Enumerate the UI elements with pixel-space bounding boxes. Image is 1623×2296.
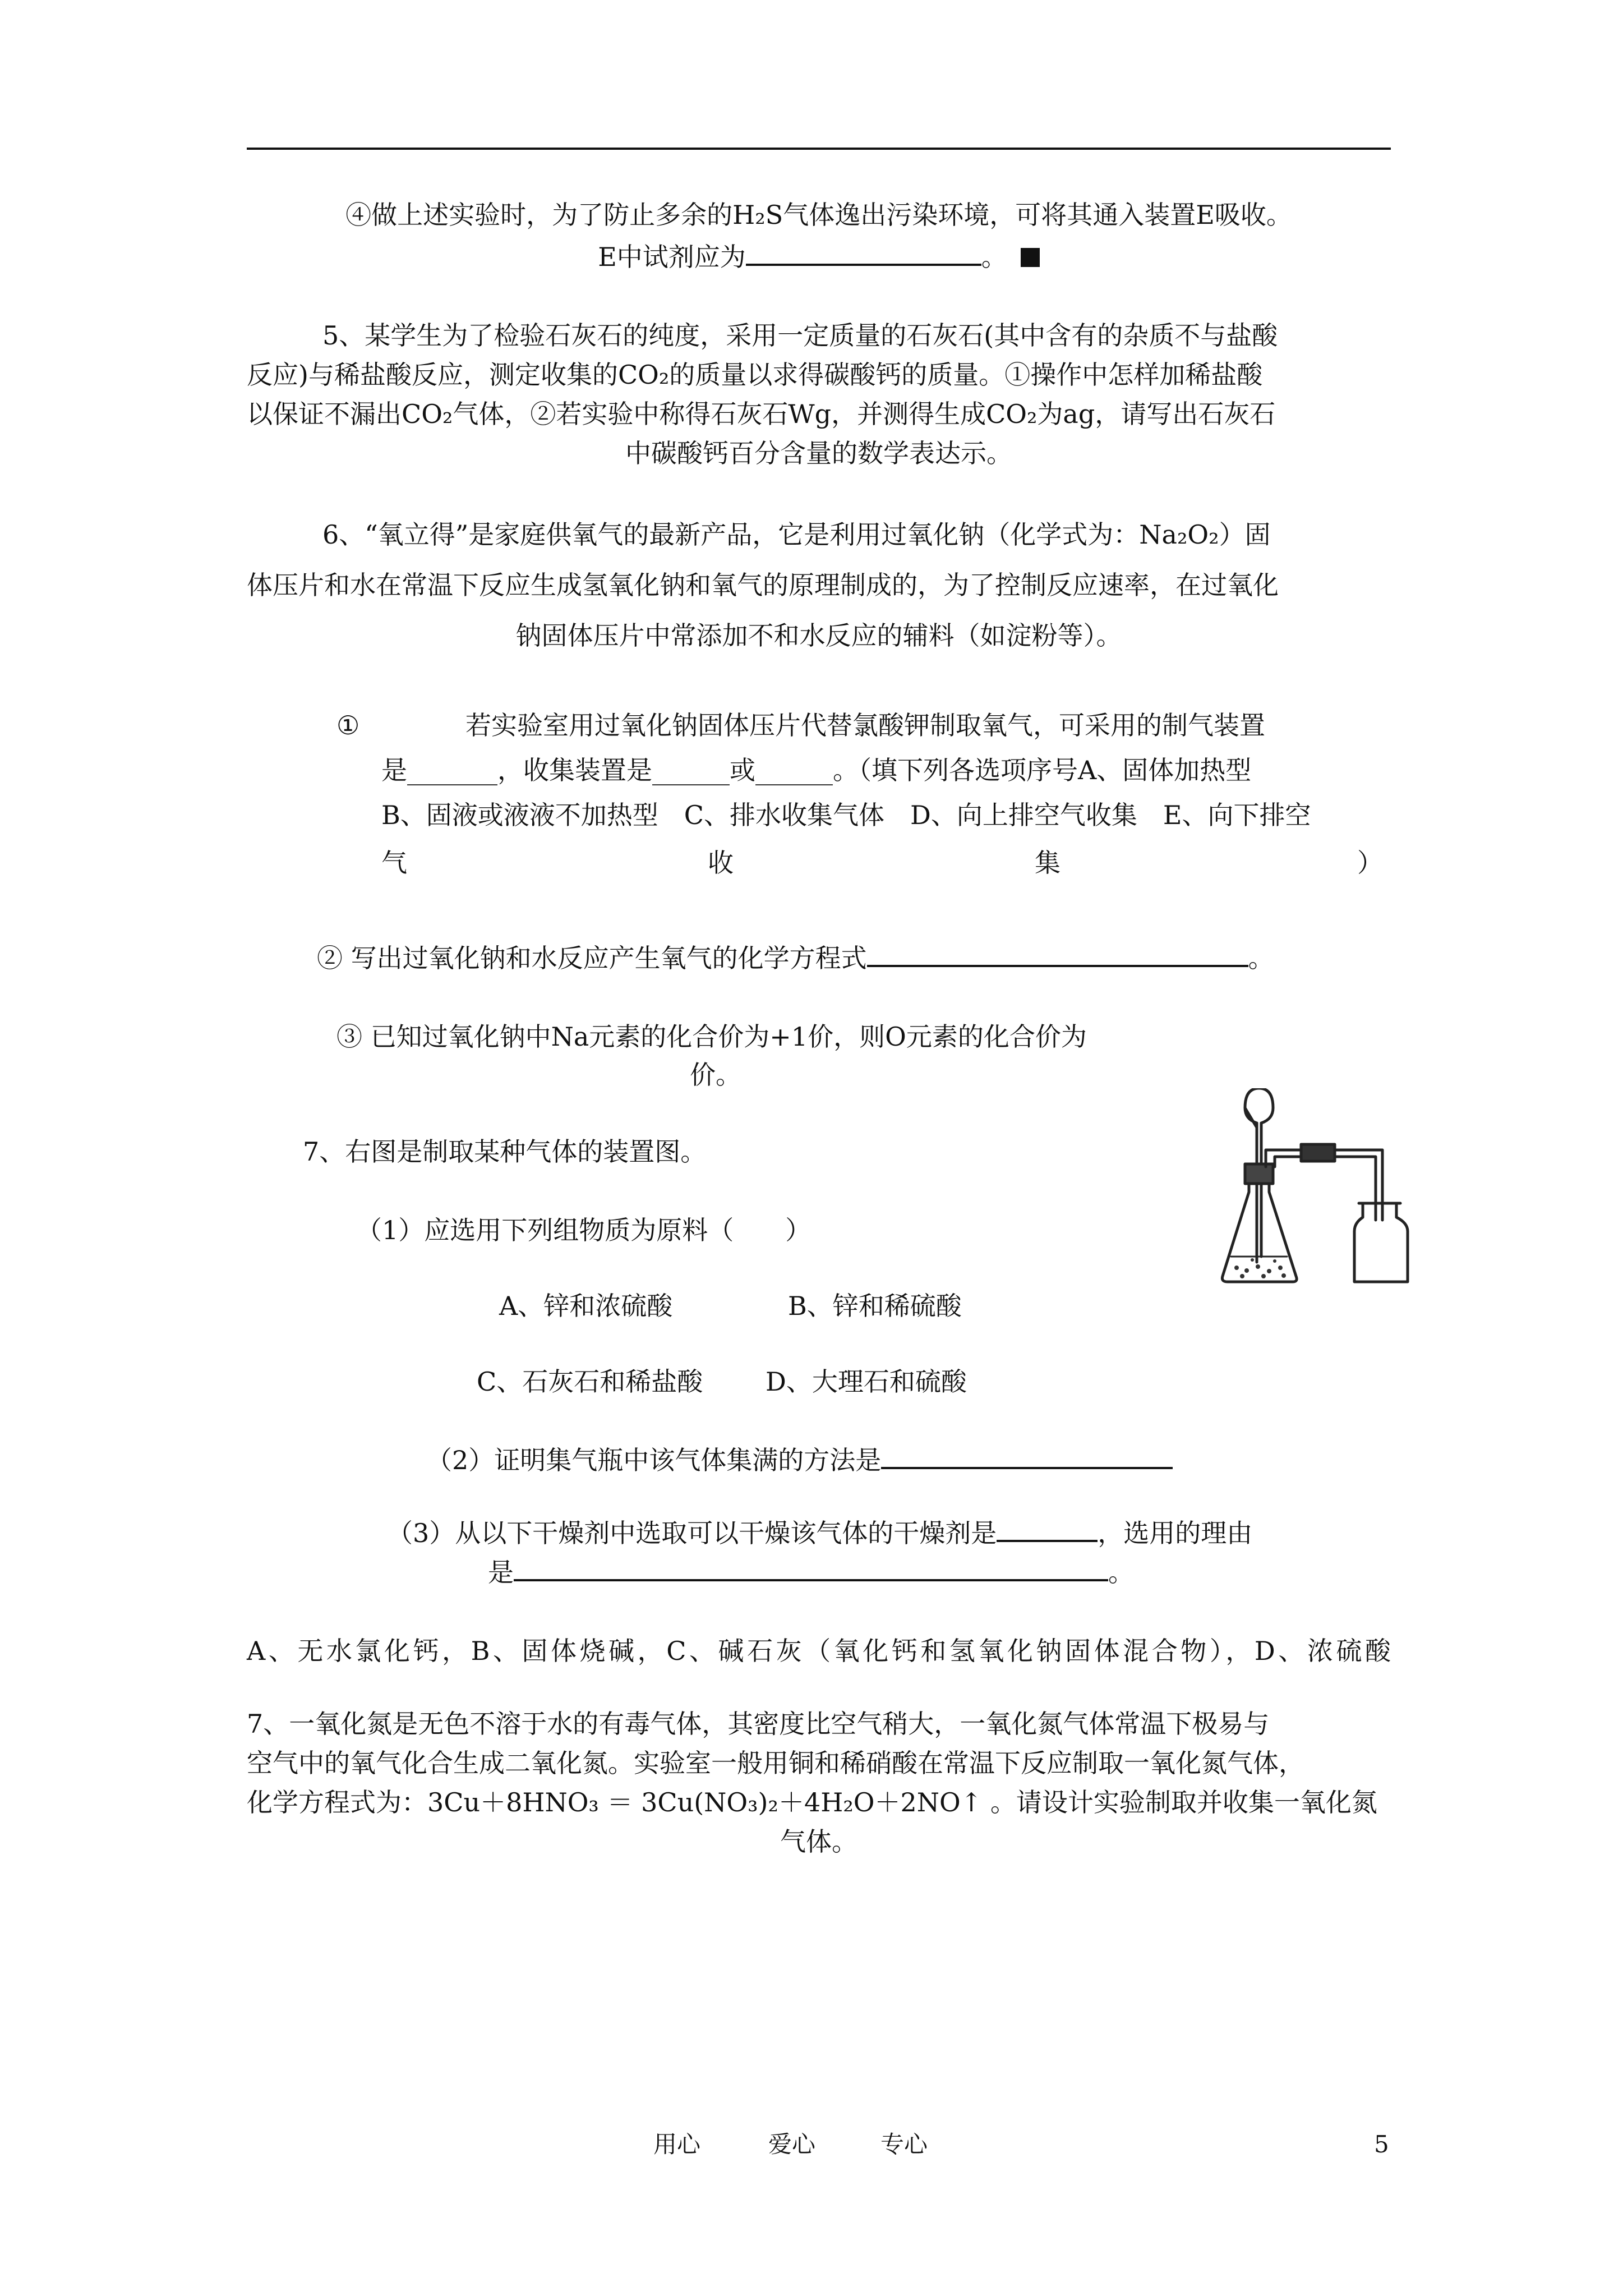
q6-p1-line4a: 气 bbox=[381, 848, 407, 878]
q7b-line4: 气体。 bbox=[780, 1826, 857, 1857]
gas-generation-apparatus-diagram bbox=[1214, 1088, 1427, 1296]
header-rule bbox=[247, 148, 1391, 150]
q6-line1: 6、“氧立得”是家庭供氧气的最新产品，它是利用过氧化钠（化学式为：Na₂O₂）固 bbox=[322, 519, 1271, 550]
q7-option-d: D、大理石和硫酸 bbox=[766, 1366, 967, 1397]
q4-line2-suffix: 。 bbox=[981, 242, 1007, 272]
q4-line2 bbox=[247, 241, 1391, 274]
q7-s2-blank[interactable] bbox=[881, 1444, 1173, 1469]
q7-title: 7、右图是制取某种气体的装置图。 bbox=[303, 1137, 707, 1167]
q6-p2-suffix: 。 bbox=[1248, 943, 1274, 973]
q4-answer-blank[interactable] bbox=[746, 241, 981, 266]
q6-p1-line4c: 集 bbox=[1035, 848, 1061, 878]
q7-s3-line2-prefix: 是 bbox=[488, 1557, 514, 1588]
footer-word-2: 爱心 bbox=[768, 2131, 816, 2158]
q7b-line1: 7、一氧化氮是无色不溶于水的有毒气体，其密度比空气稍大，一氧化氮气体常温下极易与 bbox=[247, 1709, 1270, 1739]
q5-line3: 以保证不漏出CO₂气体，②若实验中称得石灰石Wg，并测得生成CO₂为ag，请写出石灰石 bbox=[247, 399, 1276, 429]
q7-s1: （1）应选用下列组物质为原料（ ） bbox=[356, 1215, 811, 1245]
q6-p3-line1: ③ 已知过氧化钠中Na元素的化合价为+1价，则O元素的化合价为 bbox=[336, 1022, 1087, 1052]
q6-p1-line4b: 收 bbox=[708, 848, 734, 878]
q7b-line2: 空气中的氧气化合生成二氧化氮。实验室一般用铜和稀硝酸在常温下反应制取一氧化氮气体， bbox=[247, 1748, 1304, 1778]
q7-s3-line2-suffix: 。 bbox=[1108, 1557, 1134, 1588]
q7-s3-prefix: （3）从以下干燥剂中选取可以干燥该气体的干燥剂是 bbox=[387, 1518, 997, 1548]
q6-p1-line4d: ） bbox=[1357, 848, 1383, 878]
q6-p1-number: ① bbox=[336, 710, 360, 740]
page-number: 5 bbox=[1374, 2131, 1389, 2158]
q5-line1: 5、某学生为了检验石灰石的纯度，采用一定质量的石灰石(其中含有的杂质不与盐酸 bbox=[322, 320, 1278, 351]
end-mark-square bbox=[1021, 248, 1040, 267]
q6-p2 bbox=[317, 942, 1274, 975]
q7-option-b: B、锌和稀硫酸 bbox=[788, 1291, 962, 1321]
q6-line2: 体压片和水在常温下反应生成氢氧化钠和氧气的原理制成的，为了控制反应速率，在过氧化 bbox=[247, 570, 1279, 600]
q7b-line3: 化学方程式为：3Cu＋8HNO₃ ＝ 3Cu(NO₃)₂＋4H₂O＋2NO↑ 。请设计实验制取并收集一氧化氮 bbox=[247, 1787, 1377, 1818]
q7-s2-prefix: （2）证明集气瓶中该气体集满的方法是 bbox=[426, 1445, 882, 1475]
q7-s2 bbox=[426, 1444, 1173, 1477]
q5-line4: 中碳酸钙百分含量的数学表达示。 bbox=[625, 438, 1012, 468]
q4-line1: ④做上述实验时，为了防止多余的H₂S气体逸出污染环境，可将其通入装置E吸收。 bbox=[345, 200, 1292, 230]
footer-word-1: 用心 bbox=[653, 2131, 701, 2158]
footer-word-3: 专心 bbox=[880, 2131, 928, 2158]
q4-line2-prefix: E中试剂应为 bbox=[598, 242, 746, 272]
q7-option-a: A、锌和浓硫酸 bbox=[499, 1291, 673, 1321]
q7-s3-line1 bbox=[387, 1517, 1252, 1550]
q7-s3-reason-blank[interactable] bbox=[514, 1557, 1108, 1581]
q6-p2-prefix: ② 写出过氧化钠和水反应产生氧气的化学方程式 bbox=[317, 943, 867, 973]
q6-line3: 钠固体压片中常添加不和水反应的辅料（如淀粉等）。 bbox=[515, 620, 1122, 651]
q7-dryers-list: A、无水氯化钙，B、固体烧碱，C、碱石灰（氧化钙和氢氧化钠固体混合物），D、浓硫酸 bbox=[247, 1636, 1391, 1666]
q6-p3-line2: 价。 bbox=[690, 1060, 741, 1090]
q7-option-c: C、石灰石和稀盐酸 bbox=[477, 1366, 703, 1397]
q5-line2: 反应)与稀盐酸反应，测定收集的CO₂的质量以求得碳酸钙的质量。①操作中怎样加稀盐酸 bbox=[247, 360, 1263, 390]
q6-p1-line3: B、固液或液液不加热型 C、排水收集气体 D、向上排空气收集 E、向下排空 bbox=[381, 800, 1311, 830]
q7-s3-dryer-blank[interactable] bbox=[997, 1517, 1098, 1542]
q7-s3-suffix: ，选用的理由 bbox=[1098, 1518, 1253, 1548]
q6-p1-line1: 若实验室用过氧化钠固体压片代替氯酸钾制取氧气，可采用的制气装置 bbox=[465, 710, 1265, 740]
q6-p1-line2: 是_______，收集装置是______或______。（填下列各选项序号A、固体加热型 bbox=[381, 755, 1252, 785]
q7-s3-line2 bbox=[488, 1557, 1134, 1589]
q6-p2-equation-blank[interactable] bbox=[867, 942, 1248, 967]
